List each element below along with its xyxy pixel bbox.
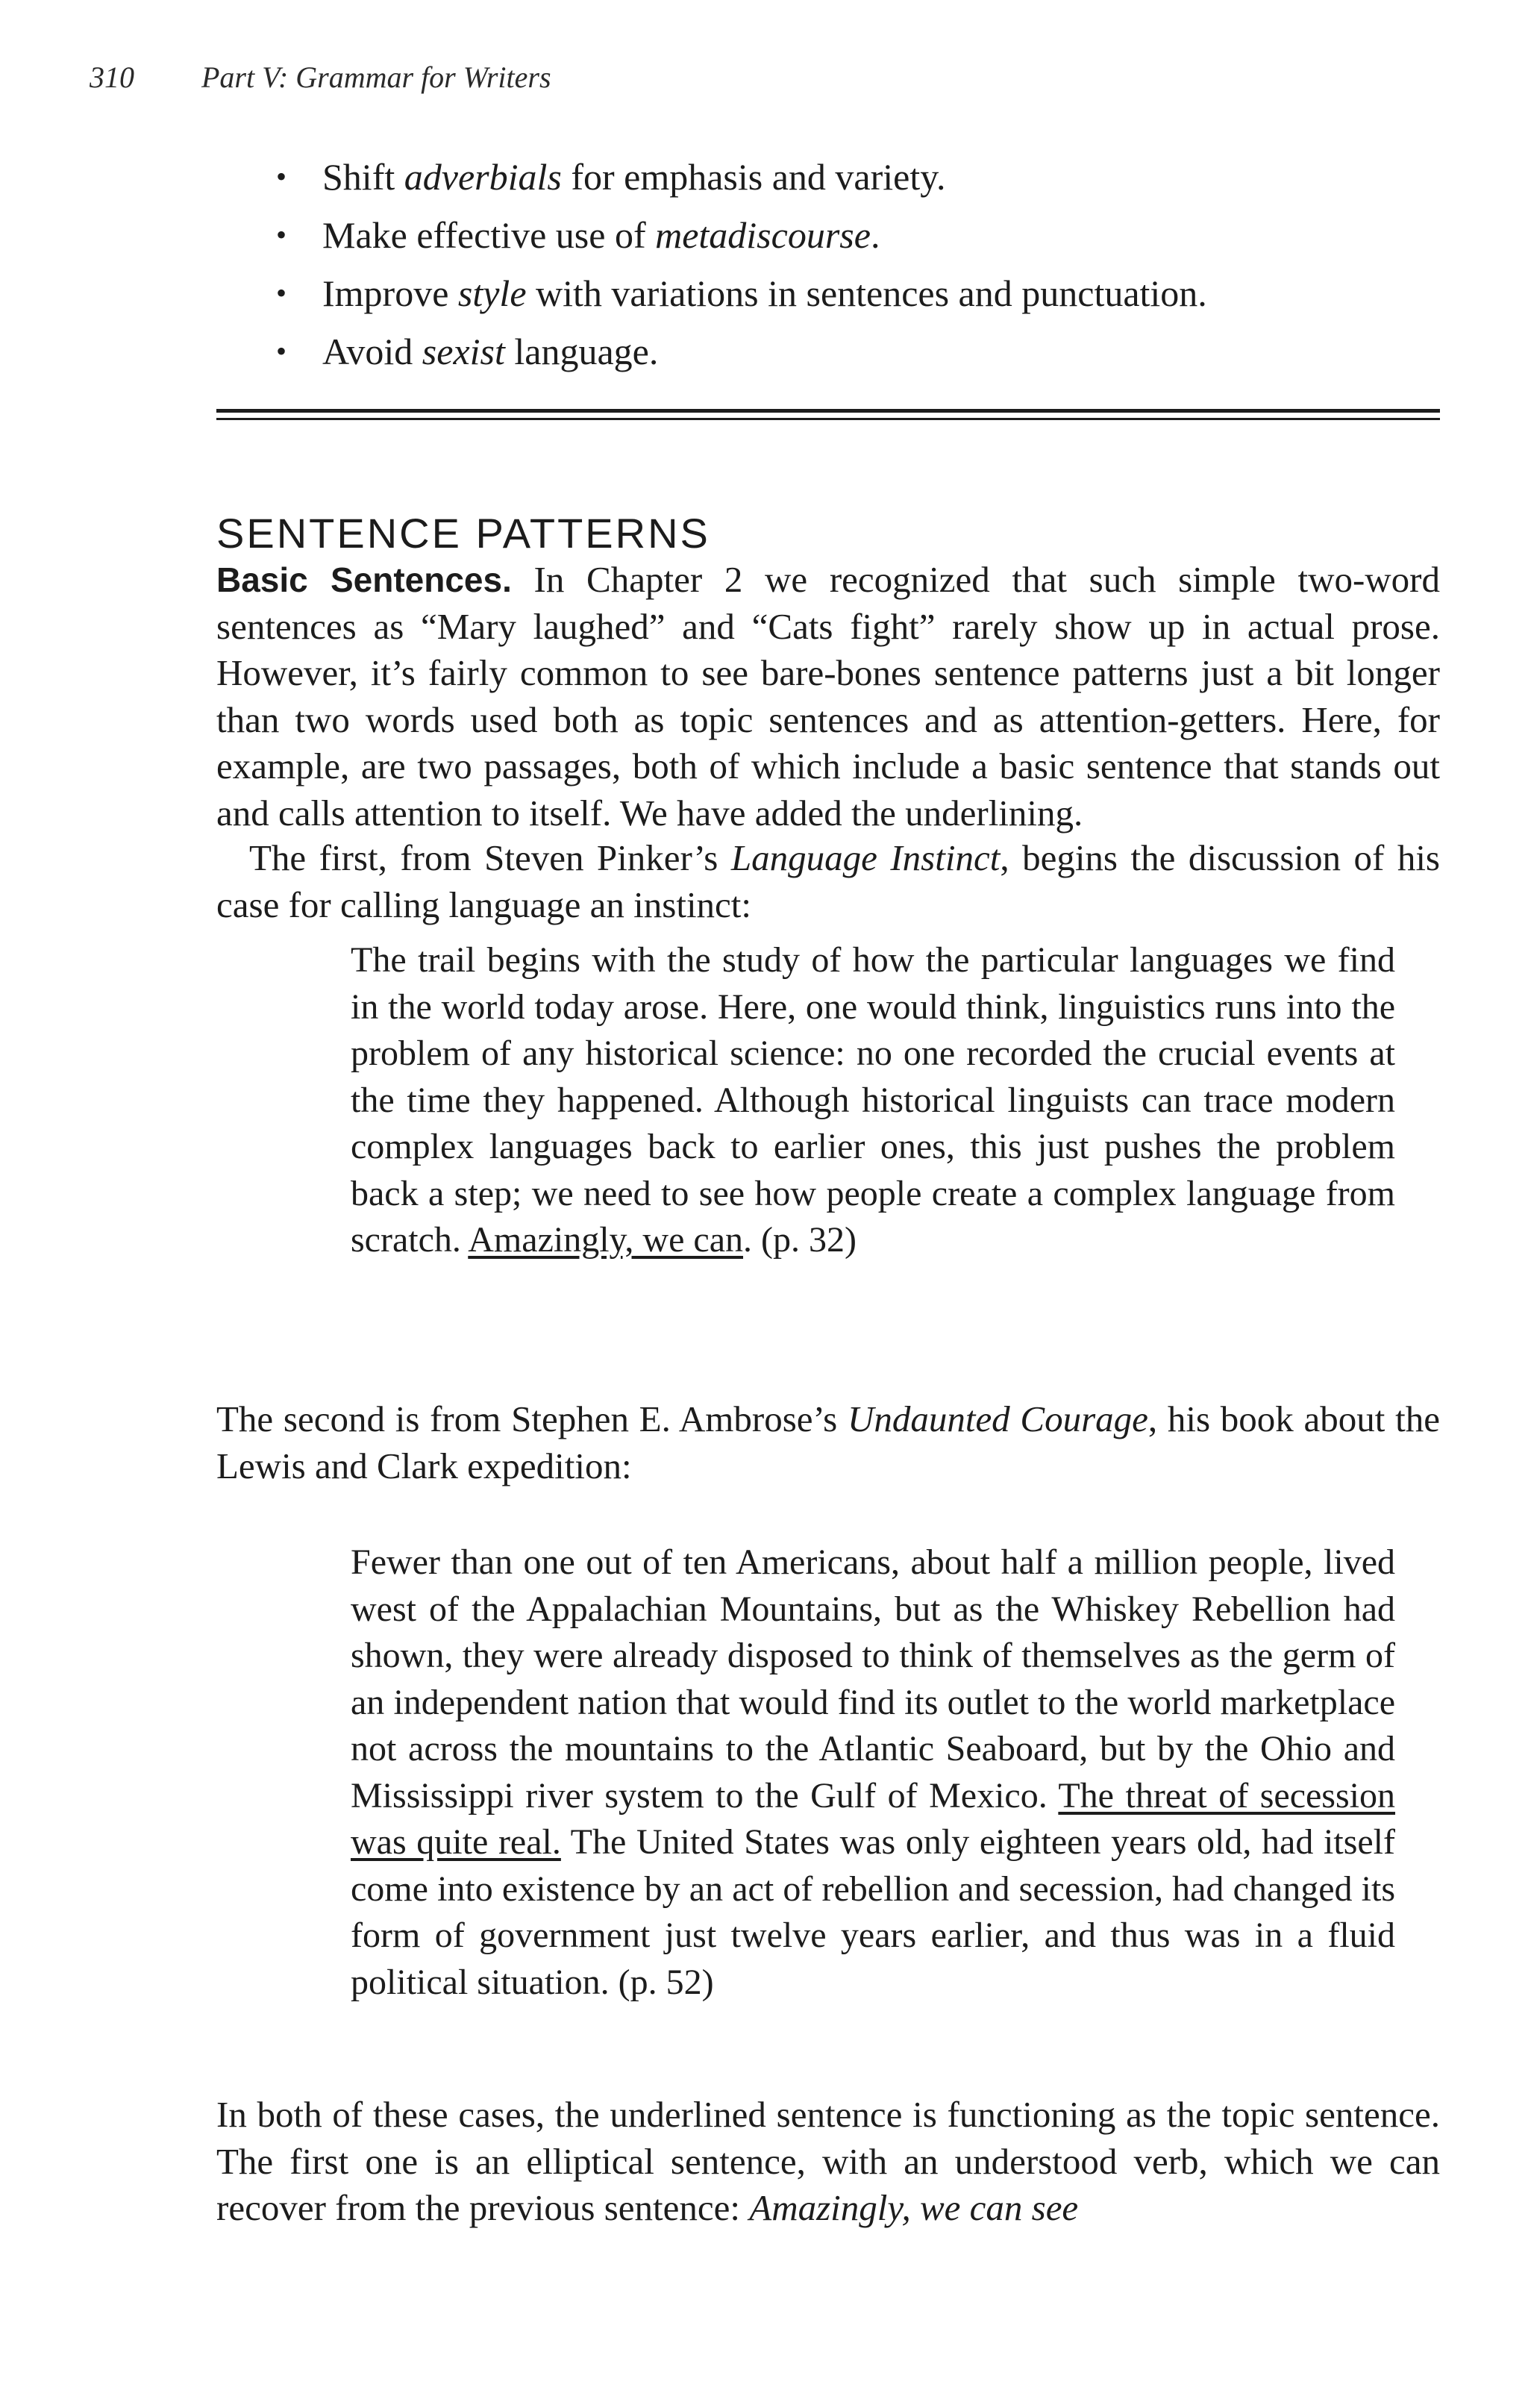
underlined-sentence: The threat of secession was quite real. — [351, 1775, 1396, 1862]
bullet-icon: • — [276, 218, 287, 251]
bullet-item: • Avoid sexist language. — [276, 322, 1207, 381]
paragraph-basic-sentences: Basic Sentences. In Chapter 2 we recognized that such simple two-word sentences as “Mary laughed” and “Cats fight” rarely show up in actual prose. However, it’s fairly common to see bare-bones sentence patterns just a bit longer than two words used both as topic sentences and as attention-getters. Here, for example, are two passages, both of which include a basic sentence that stands out and calls attention to itself. We have added the underlining. — [216, 559, 1440, 834]
bullet-icon: • — [276, 334, 287, 368]
section-heading: SENTENCE PATTERNS — [216, 510, 710, 557]
block-quote-ambrose: Fewer than one out of ten Americans, about half a million people, lived west of the Appalachian Mountains, but as the Whiskey Rebellion had shown, they were already disposed to think of themselves as the germ of an independent nation that would find its outlet to the world marketplace not across the mountains to the Atlantic Seaboard, but by the Ohio and Mississippi river system to the Gulf of Mexico. The threat of secession was quite real. The United States was only eighteen years old, had itself come into existence by an act of rebellion and secession, had changed its form of government just twelve years earlier, and thus was in a fluid political situation. (p. 52) — [351, 1542, 1396, 2002]
page-number: 310 — [90, 60, 134, 94]
paragraph-pinker-intro: The first, from Steven Pinker’s Language Instinct, begins the discussion of his case for calling language an instinct: — [216, 837, 1440, 925]
book-title: Language Instinct — [730, 837, 1001, 878]
bullet-item: • Improve style with variations in sentences and punctuation. — [276, 264, 1207, 322]
bullet-icon: • — [276, 160, 287, 193]
book-title: Undaunted Courage — [847, 1398, 1148, 1439]
bullet-item: • Make effective use of metadiscourse. — [276, 206, 1207, 264]
block-quote-pinker: The trail begins with the study of how the particular languages we find in the world today arose. Here, one would think, linguistics runs into the problem of any historical science: no one recorded the crucial events at the time they happened. Although historical linguists can trace modern complex languages back to earlier ones, this just pushes the problem back a step; we need to see how people create a complex language from scratch. Amazingly, we can. (p. 32) — [351, 940, 1395, 1260]
section-divider-thick — [216, 409, 1440, 413]
bullet-list — [276, 148, 1207, 381]
paragraph-ambrose-intro: The second is from Stephen E. Ambrose’s Undaunted Courage, his book about the Lewis and Clark expedition: — [216, 1398, 1440, 1486]
run-in-heading: Basic Sentences. — [216, 560, 512, 599]
running-head — [90, 60, 551, 95]
paragraph-analysis: In both of these cases, the underlined sentence is functioning as the topic sentence. The first one is an elliptical sentence, with an understood verb, which we can recover from the previous sentence: Amazingly, we can see — [216, 2094, 1440, 2228]
emphasized-phrase: Amazingly, we can see — [749, 2187, 1079, 2228]
bullet-item: • Shift adverbials for emphasis and variety. — [276, 148, 1207, 206]
bullet-icon: • — [276, 276, 287, 310]
underlined-sentence: Amazingly, we can — [468, 1220, 744, 1260]
section-divider-thin — [216, 418, 1440, 420]
running-head-title: Part V: Grammar for Writers — [201, 60, 551, 94]
